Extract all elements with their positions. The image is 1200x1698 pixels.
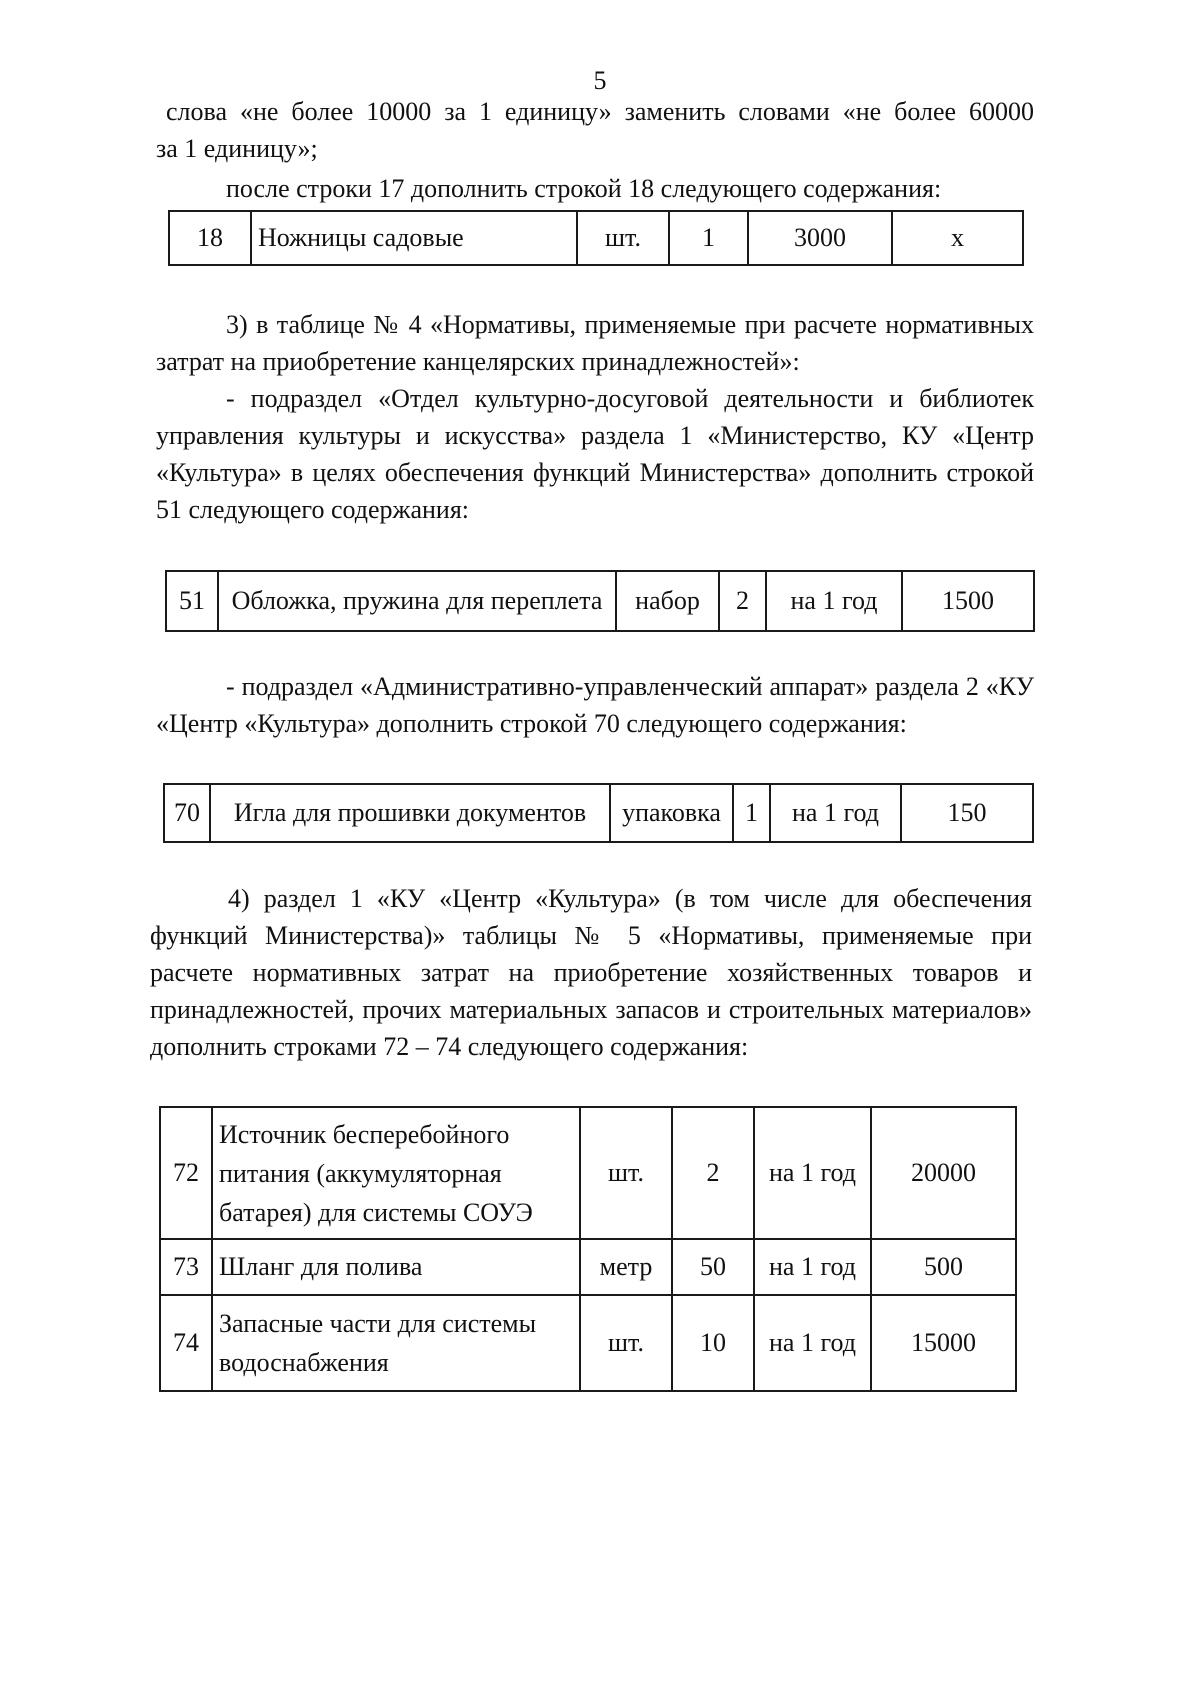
cell-unit: шт. — [580, 1295, 672, 1391]
cell-quantity: 10 — [672, 1295, 754, 1391]
cell-unit: шт. — [580, 1107, 672, 1239]
table-row — [166, 571, 1034, 631]
cell-quantity: 1 — [733, 784, 770, 842]
paragraph-4-text: - подраздел «Отдел культурно-досуговой деятельности и библиотек управления культуры и искусства» раздела 1 «Министерство, КУ «Центр «Культура» в целях обеспечения функций Министерства» дополнить строкой 51 следующего содержания: — [156, 384, 1034, 524]
paragraph-1-line-1: слова «не более 10000 за 1 единицу» заменить словами «не более 60000 — [166, 97, 1034, 126]
cell-quantity: 50 — [672, 1239, 754, 1295]
paragraph-5 — [156, 668, 1034, 742]
cell-price: 1500 — [902, 571, 1034, 631]
cell-period: на 1 год — [766, 571, 902, 631]
cell-price: 500 — [871, 1239, 1016, 1295]
paragraph-3-text: 3) в таблице № 4 «Нормативы, применяемые при расчете нормативных затрат на приобретение канцелярских принадлежностей»: — [156, 310, 1034, 376]
cell-price: 15000 — [871, 1295, 1016, 1391]
cell-number: 51 — [166, 571, 218, 631]
paragraph-5-text: - подраздел «Административно-управленческий аппарат» раздела 2 «КУ «Центр «Культура» дополнить строкой 70 следующего содержания: — [156, 672, 1034, 738]
cell-number: 18 — [169, 211, 251, 265]
cell-period: на 1 год — [754, 1239, 871, 1295]
table-row-18 — [168, 210, 1024, 266]
cell-name: Игла для прошивки документов — [210, 784, 610, 842]
paragraph-2: после строки 17 дополнить строкой 18 следующего содержания: — [226, 174, 942, 203]
page-number: 5 — [593, 66, 607, 95]
table-row — [169, 211, 1023, 265]
cell-period: на 1 год — [754, 1295, 871, 1391]
table-row — [160, 1239, 1016, 1295]
paragraph-1-line-2: за 1 единицу»; — [156, 134, 318, 163]
cell-period: на 1 год — [754, 1107, 871, 1239]
table-row-70 — [163, 783, 1034, 843]
cell-number: 72 — [160, 1107, 212, 1239]
paragraph-6 — [150, 880, 1032, 1065]
cell-name: Ножницы садовые — [251, 211, 577, 265]
table-row — [160, 1107, 1016, 1239]
cell-unit: набор — [616, 571, 719, 631]
cell-price: 20000 — [871, 1107, 1016, 1239]
cell-name: Источник бесперебойного питания (аккумуляторная батарея) для системы СОУЭ — [212, 1107, 580, 1239]
table-rows-72-74 — [159, 1106, 1017, 1392]
cell-quantity: 2 — [719, 571, 766, 631]
table-row — [164, 784, 1033, 842]
cell-unit: упаковка — [610, 784, 733, 842]
cell-price: 150 — [901, 784, 1033, 842]
table-row — [160, 1295, 1016, 1391]
paragraph-6-text: 4) раздел 1 «КУ «Центр «Культура» (в том числе для обеспечения функций Министерства)» таблицы № 5 «Нормативы, применяемые при расчете нормативных затрат на приобретение хозяйственных товаров и принадлежностей, прочих материальных запасов и строительных материалов» дополнить строками 72 – 74 следующего содержания: — [150, 884, 1032, 1061]
paragraph-3 — [156, 306, 1034, 380]
table-row-51 — [165, 570, 1035, 632]
cell-number: 73 — [160, 1239, 212, 1295]
cell-name: Запасные части для системы водоснабжения — [212, 1295, 580, 1391]
cell-unit: шт. — [577, 211, 669, 265]
cell-quantity: 1 — [669, 211, 748, 265]
cell-unit: метр — [580, 1239, 672, 1295]
paragraph-4 — [156, 380, 1034, 528]
cell-quantity: 2 — [672, 1107, 754, 1239]
cell-name: Обложка, пружина для переплета — [218, 571, 616, 631]
cell-price: 3000 — [748, 211, 892, 265]
cell-number: 70 — [164, 784, 210, 842]
cell-period: на 1 год — [770, 784, 901, 842]
cell-number: 74 — [160, 1295, 212, 1391]
cell-extra: х — [892, 211, 1023, 265]
cell-name: Шланг для полива — [212, 1239, 580, 1295]
